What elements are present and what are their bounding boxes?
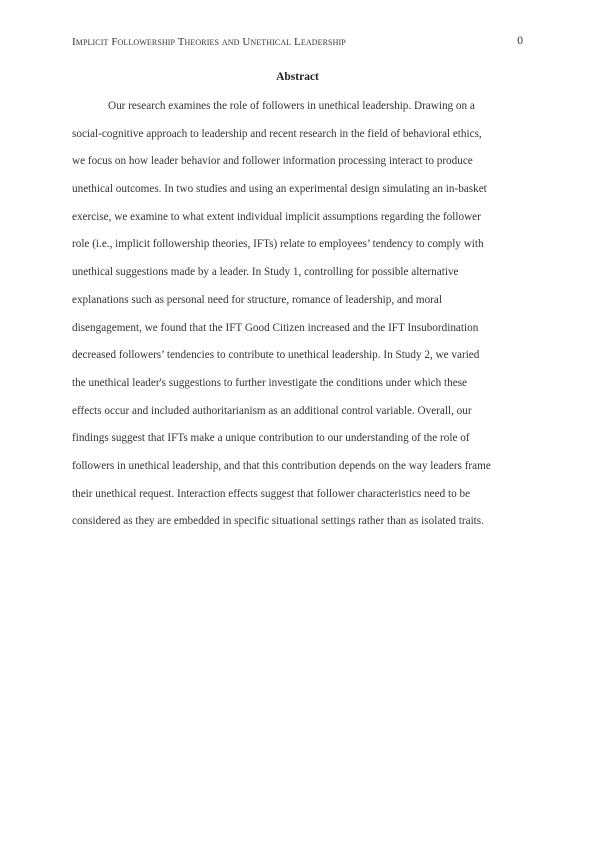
running-head: Implicit Followership Theories and Unethical Leadership: [72, 36, 346, 48]
abstract-line: Our research examines the role of followers in unethical leadership. Drawing on a: [108, 100, 475, 112]
abstract-line: social-cognitive approach to leadership and recent research in the field of behavioral ethics,: [72, 127, 482, 140]
page-number: 0: [517, 35, 523, 47]
abstract-heading: Abstract: [276, 71, 319, 83]
abstract-line: decreased followers’ tendencies to contribute to unethical leadership. In Study 2, we varied: [72, 349, 480, 362]
abstract-line: explanations such as personal need for structure, romance of leadership, and moral: [72, 293, 442, 306]
abstract-line: effects occur and included authoritarianism as an additional control variable. Overall, our: [72, 404, 472, 417]
abstract-line: disengagement, we found that the IFT Good Citizen increased and the IFT Insubordination: [72, 321, 479, 334]
abstract-line: exercise, we examine to what extent individual implicit assumptions regarding the follower: [72, 210, 481, 223]
abstract-line: we focus on how leader behavior and follower information processing interact to produce: [72, 155, 473, 168]
abstract-line: role (i.e., implicit followership theories, IFTs) relate to employees’ tendency to comply with: [72, 238, 484, 251]
abstract-line: their unethical request. Interaction effects suggest that follower characteristics need to be: [72, 487, 471, 500]
abstract-line: findings suggest that IFTs make a unique contribution to our understanding of the role of: [72, 432, 470, 445]
abstract-line: considered as they are embedded in specific situational settings rather than as isolated traits.: [72, 515, 484, 528]
abstract-line: the unethical leader's suggestions to further investigate the conditions under which these: [72, 376, 468, 389]
abstract-line: followers in unethical leadership, and that this contribution depends on the way leaders frame: [72, 459, 491, 472]
abstract-line: unethical suggestions made by a leader. In Study 1, controlling for possible alternative: [72, 266, 459, 279]
abstract-line: unethical outcomes. In two studies and using an experimental design simulating an in-basket: [72, 183, 487, 196]
abstract-body: [72, 96, 523, 539]
